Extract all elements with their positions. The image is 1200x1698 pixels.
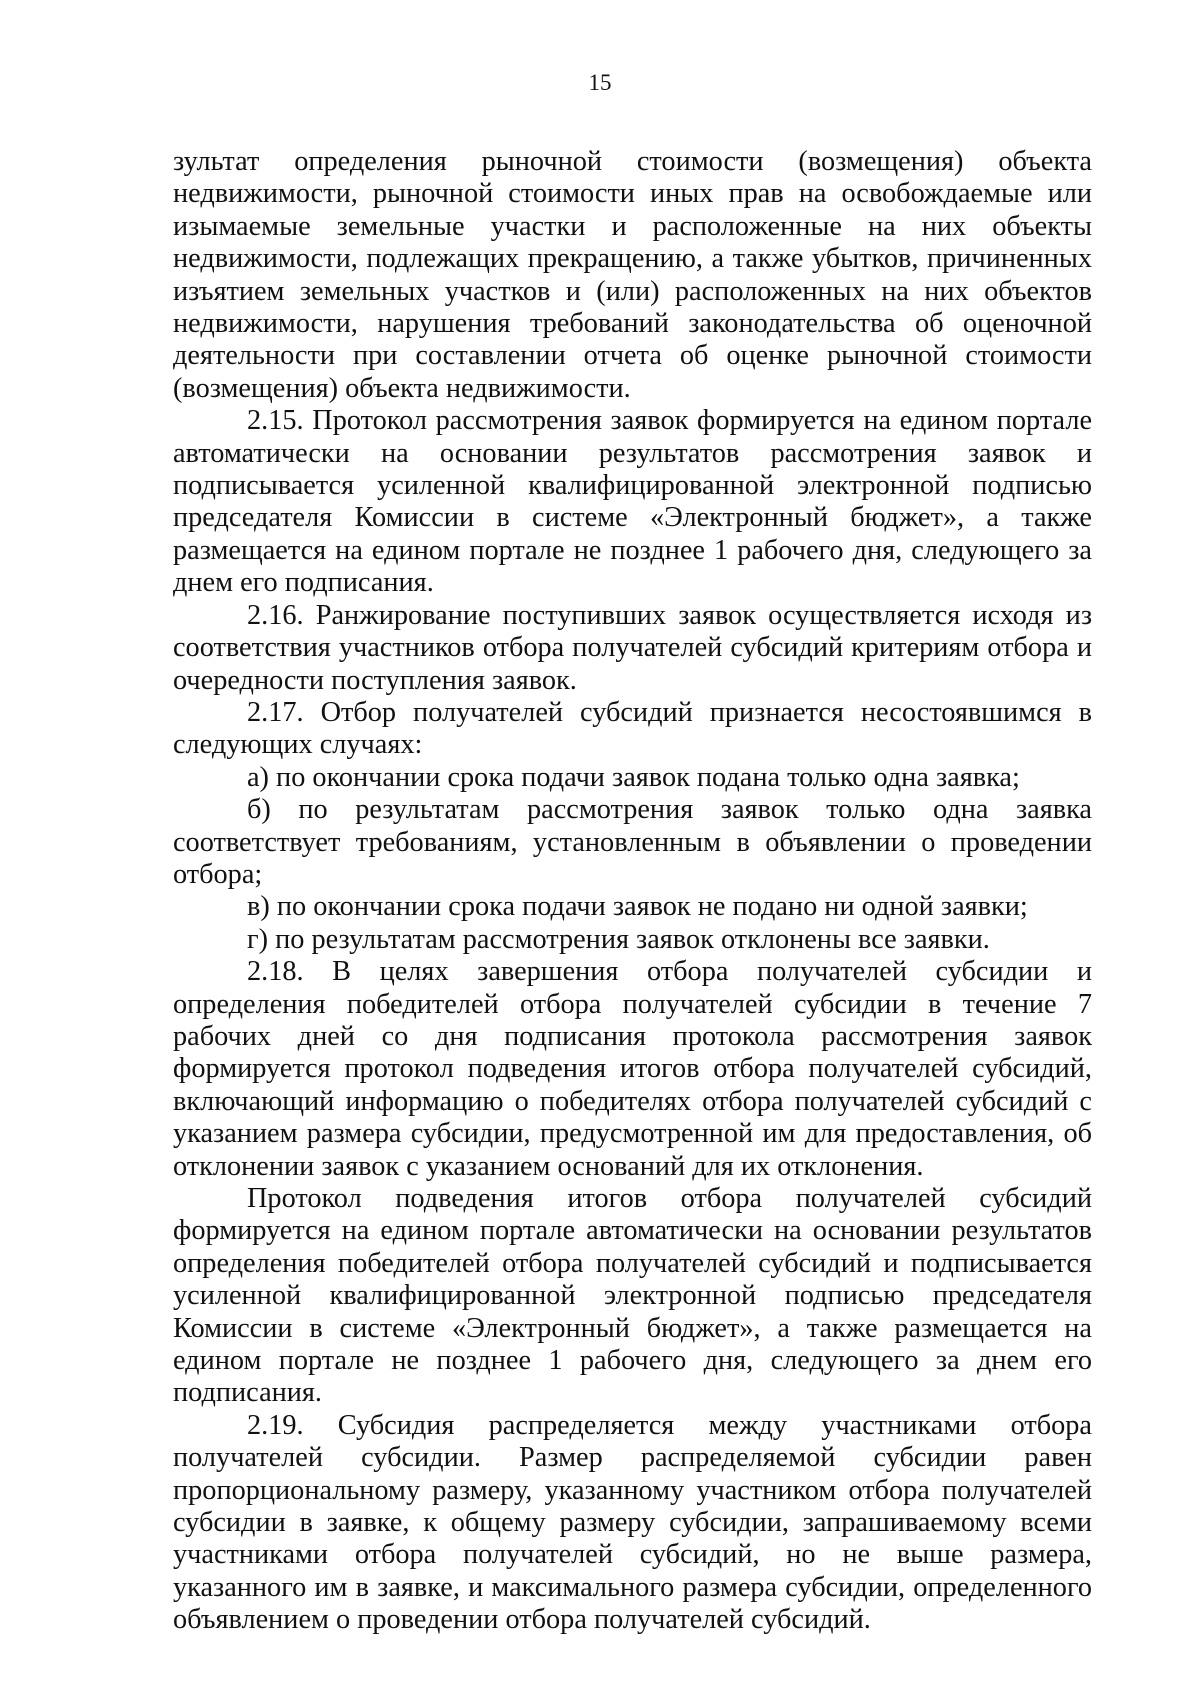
list-item-v: в) по окончании срока подачи заявок не подано ни одной заявки; (247, 891, 1028, 923)
paragraph-2-15: 2.15. Протокол рассмотрения заявок формируется на едином портале автоматически на основании результатов рассмотрения заявок и подписывается усиленной квалифицированной электронной подписью председателя Комиссии в системе «Электронный бюджет», а также размещается на едином портале не позднее 1 рабочего дня, следующего за днем его подписания. (173, 405, 1092, 599)
paragraph-2-17: 2.17. Отбор получателей субсидий признается несостоявшимся в следующих случаях: (173, 696, 1092, 761)
list-item-g: г) по результатам рассмотрения заявок отклонены все заявки. (247, 923, 990, 955)
paragraph-continuation: зультат определения рыночной стоимости (возмещения) объекта недвижимости, рыночной стоимости иных прав на освобождаемые или изымаемые земельные участки и расположенные на них объекты недвижимости, подлежащих прекращению, а также убытков, причиненных изъятием земельных участков и (или) расположенных на них объектов недвижимости, нарушения требований законодательства об оценочной деятельности при составлении отчета об оценке рыночной стоимости (возмещения) объекта недвижимости. (173, 146, 1092, 404)
page-number: 15 (588, 70, 612, 95)
paragraph-2-19: 2.19. Субсидия распределяется между участниками отбора получателей субсидии. Размер распределяемой субсидии равен пропорциональному размеру, указанному участником отбора получателей субсидии в заявке, к общему размеру субсидии, запрашиваемому всеми участниками отбора получателей субсидий, но не выше размера, указанного им в заявке, и максимального размера субсидии, определенного объявлением о проведении отбора получателей субсидий. (173, 1409, 1092, 1636)
paragraph-2-18-protocol: Протокол подведения итогов отбора получателей субсидий формируется на едином портале автоматически на основании результатов определения победителей отбора получателей субсидий и подписывается усиленной квалифицированной электронной подписью председателя Комиссии в системе «Электронный бюджет», а также размещается на едином портале не позднее 1 рабочего дня, следующего за днем его подписания. (173, 1183, 1092, 1409)
paragraph-2-18: 2.18. В целях завершения отбора получателей субсидии и определения победителей отбора получателей субсидии в течение 7 рабочих дней со дня подписания протокола рассмотрения заявок формируется протокол подведения итогов отбора получателей субсидий, включающий информацию о победителях отбора получателей субсидий с указанием размера субсидии, предусмотренной им для предоставления, об отклонении заявок с указанием оснований для их отклонения. (173, 956, 1092, 1182)
paragraph-2-16: 2.16. Ранжирование поступивших заявок осуществляется исходя из соответствия участников отбора получателей субсидий критериям отбора и очередности поступления заявок. (173, 599, 1092, 696)
list-item-b: б) по результатам рассмотрения заявок только одна заявка соответствует требованиям, установленным в объявлении о проведении отбора; (173, 794, 1092, 890)
document-body (173, 146, 1092, 1637)
list-item-a: а) по окончании срока подачи заявок подана только одна заявка; (247, 761, 1020, 793)
